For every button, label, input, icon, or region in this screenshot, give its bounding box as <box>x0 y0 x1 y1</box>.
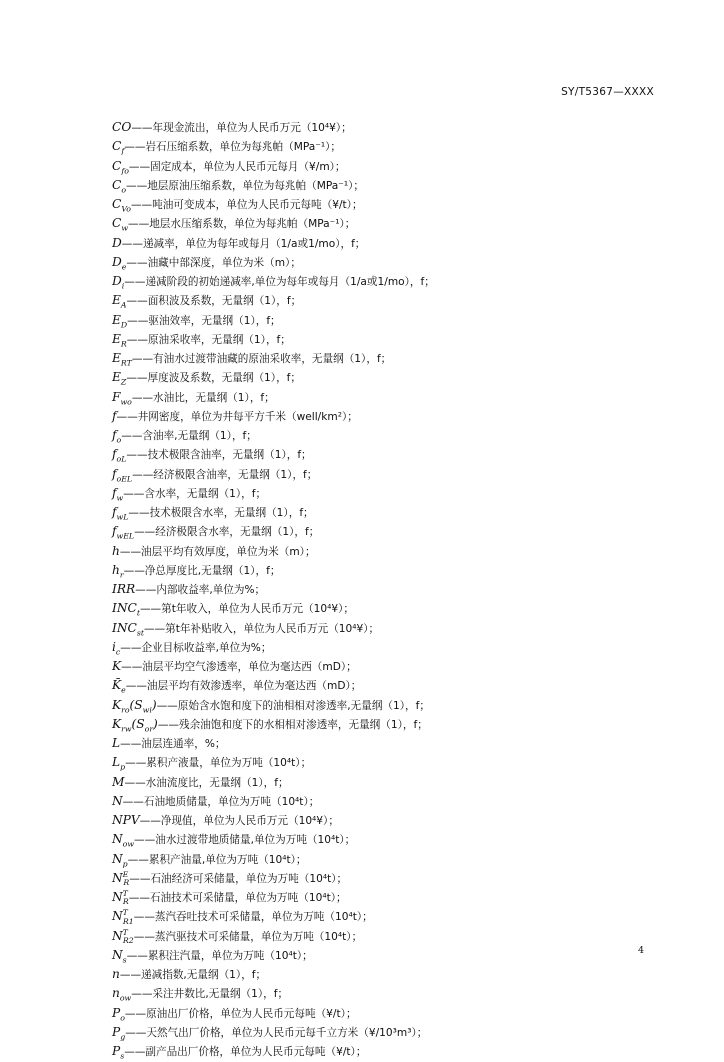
term-item <box>112 676 672 695</box>
term-description: 技术极限含油率，无量纲（1），f； <box>147 449 312 462</box>
term-symbol: $n_{ow}$ <box>112 986 132 1003</box>
term-symbol-argument-subscript: wi <box>142 704 152 714</box>
term-symbol-subscript: ro <box>121 704 130 714</box>
term-dash: —— <box>129 872 151 885</box>
term-item <box>112 753 672 772</box>
term-symbol-subscript: D <box>120 319 128 329</box>
term-description: 有油水过渡带油藏的原油采收率，无量纲（1），f； <box>153 353 392 365</box>
term-dash: —— <box>116 410 138 423</box>
term-symbol: CO <box>112 120 132 134</box>
term-description: 蒸汽驱技术可采储量，单位为万吨（10⁴t）； <box>154 930 363 943</box>
term-description: 油层连通率，%； <box>141 738 226 750</box>
term-dash: —— <box>126 372 148 385</box>
term-description: 原始含水饱和度下的油相相对渗透率,无量纲（1），f； <box>177 699 430 712</box>
term-dash: —— <box>121 430 143 442</box>
term-dash: —— <box>126 449 148 462</box>
term-symbol-subscript: oEL <box>116 473 133 483</box>
term-item <box>112 619 672 638</box>
symbol-definition-list <box>112 118 672 1061</box>
term-symbol-subscript: wEL <box>116 531 135 541</box>
term-dash: —— <box>124 776 146 789</box>
term-item <box>112 561 672 580</box>
term-dash: —— <box>124 1007 147 1020</box>
term-item <box>112 426 672 445</box>
term-description: 面积波及系数，无量纲（1），f； <box>147 295 302 308</box>
term-item <box>112 638 672 657</box>
term-symbol-subscript: Vo <box>121 204 131 214</box>
term-item <box>112 272 672 291</box>
term-symbol-subscript: w <box>116 493 124 503</box>
term-symbol-subscript: RT <box>120 358 132 368</box>
term-item <box>112 907 672 926</box>
term-description: 原油出厂价格，单位为人民币元每吨（¥/t）； <box>146 1007 357 1020</box>
term-symbol-subscript: wo <box>120 396 132 406</box>
term-dash: —— <box>126 256 148 269</box>
term-symbol: $E_A$ <box>112 293 127 310</box>
term-dash: —— <box>128 218 150 231</box>
term-item <box>112 888 672 907</box>
term-dash: —— <box>131 391 154 404</box>
term-symbol: $K_{ro}(S_{wi})$ <box>112 697 157 714</box>
term-symbol: $C_{Vo}$ <box>112 197 131 214</box>
term-description: 油水过渡带地质储量,单位为万吨（10⁴t）； <box>155 834 356 847</box>
term-description: 水油比，无量纲（1），f； <box>153 391 275 404</box>
term-item <box>112 696 672 715</box>
term-description: 年现金流出，单位为人民币万元（10⁴¥）； <box>152 122 352 134</box>
term-symbol: $INC_t$ <box>112 601 140 618</box>
term-symbol: $f_{wL}$ <box>112 505 129 522</box>
term-item <box>112 176 672 195</box>
term-dash: —— <box>132 468 154 481</box>
term-item <box>112 522 672 541</box>
term-symbol: $E_R$ <box>112 331 127 349</box>
term-dash: —— <box>139 603 162 616</box>
term-symbol-subscript: t <box>136 608 140 618</box>
term-symbol-subscript: fo <box>121 165 129 175</box>
term-dash: —— <box>121 237 143 250</box>
term-dash: —— <box>125 680 147 693</box>
term-symbol: $N_s$ <box>112 947 127 965</box>
term-dash: —— <box>156 699 178 712</box>
term-symbol-subscript: ow <box>119 993 132 1003</box>
term-item <box>112 253 672 272</box>
term-symbol: $P_s$ <box>112 1044 125 1061</box>
term-description: 递减率，单位为每年或每月（1/a或1/mo），f； <box>142 237 366 250</box>
term-dash: —— <box>125 757 147 770</box>
term-description: 净现值，单位为人民币万元（10⁴¥）； <box>160 815 339 827</box>
term-item <box>112 484 672 503</box>
term-dash: —— <box>119 969 142 981</box>
term-symbol: $f_w$ <box>112 485 124 503</box>
term-symbol: $N^E_R$ <box>112 869 130 888</box>
term-description: 油层平均空气渗透率，单位为毫达西（mD）； <box>142 661 357 673</box>
term-symbol: $INC_{st}$ <box>112 620 144 637</box>
term-dash: —— <box>120 738 142 750</box>
term-description: 净总厚度比,无量纲（1），f； <box>144 564 281 577</box>
term-dash: —— <box>130 199 153 211</box>
term-symbol: $L_p$ <box>112 755 126 772</box>
term-symbol: K <box>112 659 122 673</box>
term-description: 经济极限含水率，无量纲（1），f； <box>155 526 320 539</box>
term-symbol: $P_o$ <box>112 1005 125 1022</box>
term-symbol-subscript: wL <box>116 512 129 522</box>
term-description: 含油率,无量纲（1），f； <box>142 430 257 442</box>
term-description: 原油采收率，无量纲（1），f； <box>147 333 291 346</box>
term-dash: —— <box>128 160 151 173</box>
term-item <box>112 214 672 233</box>
term-symbol: L <box>112 736 121 750</box>
term-symbol: IRR <box>112 582 136 596</box>
term-symbol: $N^T_R$ <box>112 888 129 907</box>
term-dash: —— <box>127 314 149 327</box>
term-item <box>112 792 672 811</box>
term-dash: —— <box>124 1046 146 1058</box>
term-symbol: $D_e$ <box>112 254 127 272</box>
term-symbol: $P_g$ <box>112 1024 126 1042</box>
term-dash: —— <box>143 622 166 635</box>
term-dash: —— <box>124 276 146 288</box>
term-symbol: N <box>112 793 123 808</box>
term-dash: —— <box>123 487 145 500</box>
term-description: 岩石压缩系数，单位为每兆帕（MPa⁻¹）； <box>145 141 341 154</box>
term-symbol-subscript: e <box>121 262 127 272</box>
term-symbol: $N_p$ <box>112 851 128 868</box>
term-symbol-subscript: rw <box>121 724 132 734</box>
term-symbol-subscript: R1 <box>122 916 134 926</box>
term-symbol-subscript: p <box>122 858 128 868</box>
term-symbol-subscript: R2 <box>122 935 134 945</box>
term-dash: —— <box>131 988 153 1001</box>
term-dash: —— <box>126 179 148 192</box>
term-description: 累积产液量，单位为万吨（10⁴t）； <box>146 757 312 770</box>
term-item <box>112 580 672 599</box>
term-symbol-subscript: A <box>120 300 127 310</box>
term-description: 固定成本，单位为人民币元每月（¥/m）； <box>150 160 346 173</box>
term-item <box>112 291 672 310</box>
term-symbol-subscript: s <box>122 955 127 965</box>
term-description: 蒸汽吞吐技术可采储量，单位为万吨（10⁴t）； <box>154 911 373 924</box>
term-description: 石油地质储量，单位为万吨（10⁴t）； <box>143 795 320 808</box>
term-dash: —— <box>121 661 143 673</box>
term-dash: —— <box>127 853 149 866</box>
term-description: 吨油可变成本，单位为人民币元每吨（¥/t）； <box>152 199 363 211</box>
term-description: 技术极限含水率，无量纲（1），f； <box>149 507 314 519</box>
term-symbol: $C_o$ <box>112 177 127 195</box>
term-item <box>112 195 672 214</box>
term-symbol-subscript: g <box>120 1032 126 1042</box>
term-dash: —— <box>135 584 157 596</box>
term-description: 采注井数比,无量纲（1），f； <box>152 988 289 1001</box>
term-symbol: $D_i$ <box>112 274 125 291</box>
term-symbol-subscript: o <box>116 435 122 445</box>
term-item <box>112 542 672 561</box>
term-symbol-subscript: R <box>123 878 130 888</box>
term-dash: —— <box>133 911 155 924</box>
term-symbol-subscript: ow <box>122 839 135 849</box>
term-symbol-superscript: T <box>122 888 128 898</box>
term-item <box>112 734 672 753</box>
term-item <box>112 503 672 522</box>
term-description: 井网密度，单位为井每平方千米（well/km²）； <box>137 410 358 423</box>
document-code-header: SY/T5367—XXXX <box>561 86 654 98</box>
term-item <box>112 599 672 618</box>
term-symbol-subscript: c <box>115 647 121 657</box>
term-item <box>112 157 672 176</box>
term-description: 天然气出厂价格，单位为人民币元每千立方米（¥/10³m³）； <box>146 1026 428 1039</box>
term-item <box>112 388 672 407</box>
term-item <box>112 445 672 464</box>
term-dash: —— <box>125 1026 147 1039</box>
term-item <box>112 946 672 965</box>
term-symbol: $f_{oEL}$ <box>112 466 133 483</box>
term-dash: —— <box>134 834 156 847</box>
term-symbol: M <box>112 774 125 789</box>
term-item <box>112 311 672 330</box>
term-description: 石油经济可采储量，单位为万吨（10⁴t）； <box>150 872 348 885</box>
term-symbol: h <box>112 543 120 558</box>
term-dash: —— <box>128 507 150 519</box>
term-dash: —— <box>133 930 155 943</box>
term-symbol-superscript: T <box>122 927 128 937</box>
term-symbol: $i_c$ <box>112 639 121 657</box>
term-item <box>112 984 672 1003</box>
term-symbol-subscript: w <box>121 223 129 233</box>
term-description: 递减指数,无量纲（1），f； <box>141 969 267 981</box>
term-description: 地层水压缩系数，单位为每兆帕（MPa⁻¹）； <box>149 218 356 231</box>
term-symbol-subscript: i <box>121 281 125 291</box>
term-symbol-subscript: o <box>121 185 127 195</box>
term-symbol-subscript: R <box>120 339 127 349</box>
term-symbol: D <box>112 235 122 250</box>
term-symbol: $C_f$ <box>112 139 125 156</box>
term-item <box>112 965 672 984</box>
term-symbol-subscript: p <box>120 762 126 772</box>
term-symbol-superscript: E <box>122 869 129 879</box>
term-symbol: $E_D$ <box>112 312 128 329</box>
term-symbol: $h_r$ <box>112 562 124 580</box>
term-symbol: $N^T_{R2}$ <box>112 927 134 945</box>
term-dash: —— <box>122 795 144 808</box>
term-item <box>112 368 672 387</box>
term-dash: —— <box>126 949 148 962</box>
term-description: 累积注汽量，单位为万吨（10⁴t）； <box>147 949 313 962</box>
term-symbol: n <box>112 967 120 981</box>
term-dash: —— <box>126 333 148 346</box>
term-dash: —— <box>119 545 142 558</box>
term-item <box>112 349 672 368</box>
term-description: 内部收益率,单位为%； <box>156 584 266 596</box>
term-symbol-subscript: R <box>122 897 129 907</box>
term-item <box>112 1023 672 1042</box>
term-description: 油层平均有效厚度，单位为米（m）； <box>141 545 316 558</box>
term-description: 残余油饱和度下的水相相对渗透率，无量纲（1），f； <box>179 718 428 731</box>
term-symbol: $f_{oL}$ <box>112 447 127 464</box>
term-description: 驱油效率，无量纲（1），f； <box>148 314 281 327</box>
term-description: 递减阶段的初始递减率,单位为每年或每月（1/a或1/mo），f； <box>145 276 435 288</box>
term-dash: —— <box>126 295 148 308</box>
term-item <box>112 927 672 946</box>
term-symbol-subscript: e <box>121 685 126 695</box>
term-symbol-subscript: f <box>121 146 125 156</box>
term-description: 含水率，无量纲（1），f； <box>144 487 267 500</box>
term-item <box>112 773 672 792</box>
term-symbol-subscript: Z <box>120 377 127 387</box>
term-description: 厚度波及系数，无量纲（1），f； <box>147 372 301 385</box>
term-description: 经济极限含油率，无量纲（1），f； <box>153 468 318 481</box>
term-dash: —— <box>120 641 142 654</box>
term-symbol-superscript: T <box>122 908 128 918</box>
term-symbol-subscript: oL <box>116 454 127 464</box>
term-item <box>112 811 672 830</box>
term-symbol: f <box>112 408 117 423</box>
term-dash: —— <box>134 526 156 539</box>
term-symbol: $C_w$ <box>112 216 129 233</box>
term-description: 累积产油量,单位为万吨（10⁴t）； <box>148 853 307 866</box>
term-symbol-argument-subscript: or <box>144 724 154 734</box>
term-symbol: $E_Z$ <box>112 370 127 387</box>
term-description: 油层平均有效渗透率，单位为毫达西（mD）； <box>146 680 362 693</box>
term-item <box>112 657 672 676</box>
term-symbol-subscript: r <box>119 570 124 580</box>
page-number: 4 <box>637 945 644 956</box>
term-item <box>112 850 672 869</box>
term-description: 石油技术可采储量，单位为万吨（10⁴t）； <box>149 892 347 904</box>
term-item <box>112 234 672 253</box>
term-item <box>112 330 672 349</box>
term-symbol: NPV <box>112 813 140 827</box>
term-symbol: $K̄_e$ <box>112 678 126 695</box>
term-dash: —— <box>157 718 179 731</box>
term-item <box>112 137 672 156</box>
term-description: 企业目标收益率,单位为%； <box>141 641 272 654</box>
term-symbol: $C_{fo}$ <box>112 158 129 175</box>
term-item <box>112 1004 672 1023</box>
term-item <box>112 407 672 426</box>
term-dash: —— <box>123 564 145 577</box>
term-symbol: $K_{rw}(S_{or})$ <box>112 716 158 734</box>
term-item <box>112 830 672 849</box>
term-item <box>112 465 672 484</box>
term-symbol-subscript: o <box>120 1012 125 1022</box>
term-description: 副产品出厂价格，单位为人民币元每吨（¥/t）； <box>145 1046 367 1058</box>
term-symbol: $N_{ow}$ <box>112 832 135 849</box>
term-dash: —— <box>139 815 161 827</box>
term-symbol: $f_{wEL}$ <box>112 524 135 541</box>
term-description: 油藏中部深度，单位为米（m）； <box>147 256 301 269</box>
term-symbol: $E_{RT}$ <box>112 351 132 368</box>
term-dash: —— <box>131 122 153 134</box>
term-symbol-subscript: s <box>120 1051 125 1061</box>
term-symbol: $F_{wo}$ <box>112 389 132 406</box>
term-item <box>112 715 672 734</box>
term-description: 第t年收入，单位为人民币万元（10⁴¥）； <box>161 603 354 616</box>
term-description: 水油流度比，无量纲（1），f； <box>145 776 289 789</box>
term-dash: —— <box>131 353 154 365</box>
term-item <box>112 118 672 137</box>
term-symbol-subscript: st <box>136 627 144 637</box>
term-dash: —— <box>128 892 150 904</box>
term-item <box>112 869 672 888</box>
term-item <box>112 1042 672 1061</box>
term-description: 第t年补贴收入，单位为人民币万元（10⁴¥）； <box>165 622 380 635</box>
term-dash: —— <box>124 141 146 154</box>
term-symbol: $N^T_{R1}$ <box>112 908 134 926</box>
term-symbol: $f_o$ <box>112 428 122 445</box>
term-description: 地层原油压缩系数，单位为每兆帕（MPa⁻¹）； <box>147 179 364 192</box>
